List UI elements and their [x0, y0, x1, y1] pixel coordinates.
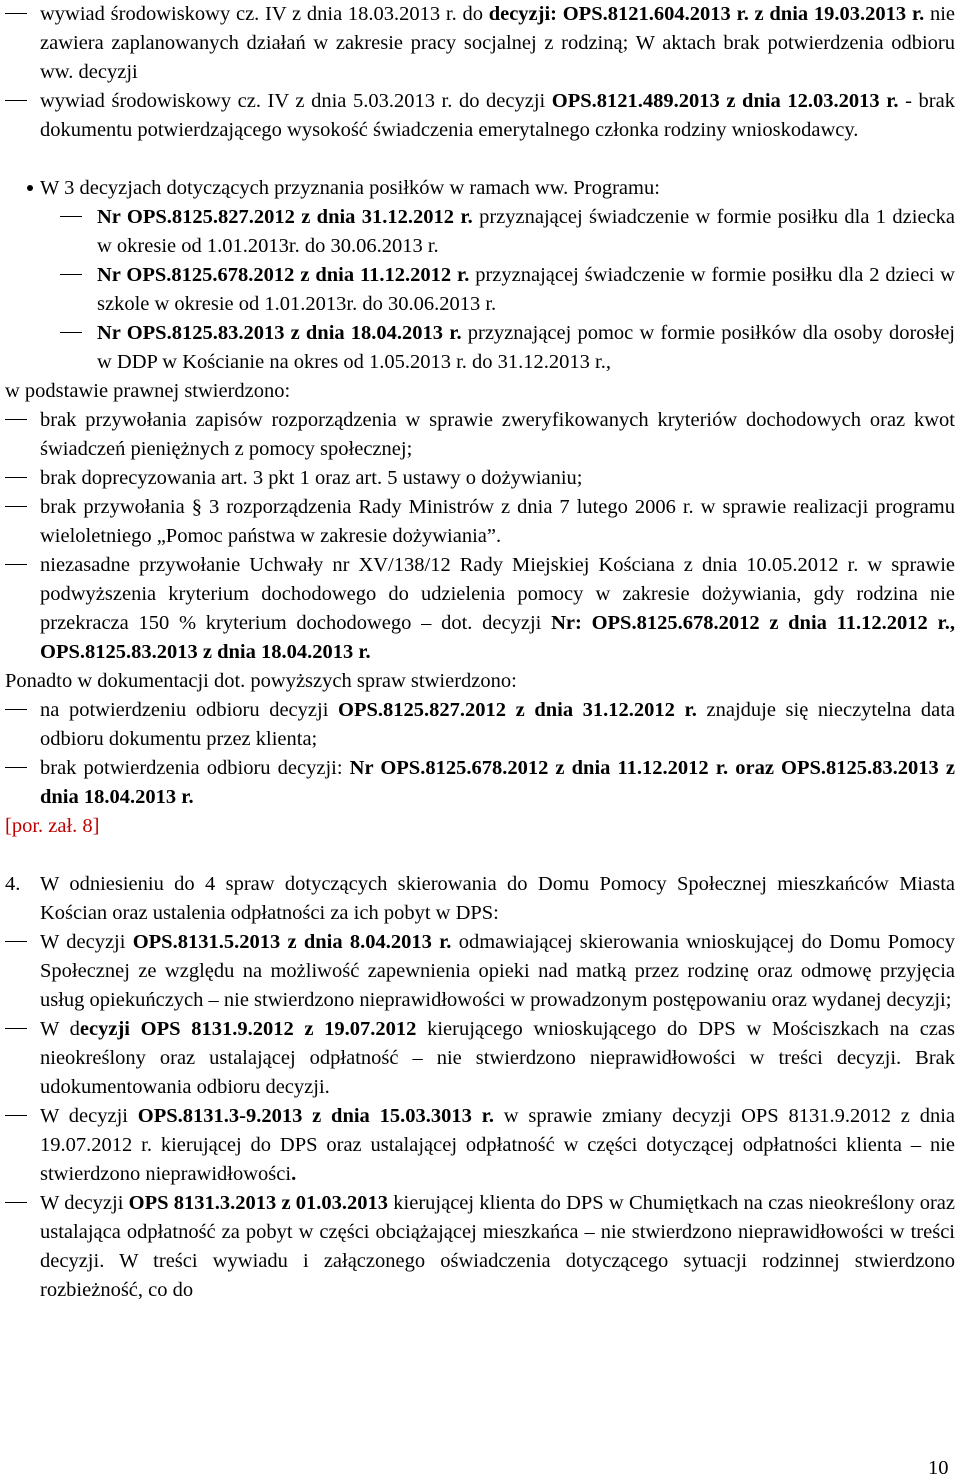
dash-list-item — [5, 406, 955, 464]
text-segment: W decyzji — [40, 931, 133, 953]
dash-marker — [5, 754, 35, 783]
bold-reference-text: ecyzji OPS 8131.9.2012 z 19.07.2012 — [79, 1018, 417, 1040]
dash-marker — [5, 1015, 35, 1044]
dash-marker — [5, 0, 35, 29]
dash-list-item — [5, 696, 955, 754]
text-segment: wywiad środowiskowy cz. IV z dnia 18.03.2013 r. do — [40, 3, 489, 25]
paragraph-gap — [5, 145, 955, 174]
dash-marker — [5, 464, 35, 493]
bold-reference-text: OPS.8125.827.2012 z dnia 31.12.2012 r. — [338, 699, 697, 721]
dash-list-item — [5, 319, 955, 377]
dash-marker — [5, 1102, 35, 1131]
bold-reference-text: Nr: OPS.8125.678.2012 z dnia 11.12.2012 r., OPS.8125.83.2013 z dnia 18.04.2013 r. — [40, 612, 955, 663]
text-segment: kierującego wnioskującego do DPS w Mościszkach na czas nieokreślony oraz ustalającej odpłatność – nie stwierdzono nieprawidłowości w treści decyzji. Brak udokumentowania odbioru decyzji. — [40, 1018, 955, 1098]
text-segment: brak potwierdzenia odbioru decyzji: — [40, 757, 350, 779]
text-segment: niezasadne przywołanie Uchwały nr XV/138/12 Rady Miejskiej Kościana z dnia 10.05.2012 r. w sprawie podwyższenia kryterium dochodowego do udzielenia pomocy w zakresie dożywiania, gdy rodzina nie przekracza 150 % kryterium dochodowego – dot. decyzji — [40, 554, 955, 634]
text-segment: kierującej klienta do DPS w Chumiętkach na czas nieokreślony oraz ustalająca odpłatność za pobyt w części obciążającej mieszkańca – nie stwierdzono nieprawidłowości w treści decyzji. W treści wywiadu i załączonego oświadczenia dotyczącego sytuacji rodzinnej stwierdzono rozbieżność, co do — [40, 1192, 955, 1301]
reference-note — [5, 812, 955, 841]
text-segment: nie zawiera zaplanowanych działań w zakresie pracy socjalnej z rodziną; W aktach brak potwierdzenia odbioru ww. decyzji — [40, 3, 956, 83]
paragraph — [5, 377, 955, 406]
bullet-item — [5, 174, 955, 203]
item-number: 4. — [5, 873, 21, 895]
text-segment: przyznającej pomoc w formie posiłków dla osoby dorosłej w DDP w Kościanie na okres od 1.05.2013 r. do 31.12.2013 r., — [97, 322, 955, 373]
text-segment: brak doprecyzowania art. 3 pkt 1 oraz art. 5 ustawy o dożywianiu; — [40, 467, 583, 489]
dash-list-item — [5, 203, 955, 261]
dash-marker — [5, 696, 35, 725]
bold-reference-text: decyzji: OPS.8121.604.2013 r. z dnia 19.03.2013 r. — [488, 3, 925, 25]
bullet-marker — [27, 174, 57, 203]
dash-list-item — [5, 1015, 955, 1102]
dash-list-item — [5, 754, 955, 812]
dash-list-item — [5, 261, 955, 319]
dash-list-item — [5, 0, 955, 87]
dash-list-item — [5, 87, 955, 145]
dash-marker — [5, 1189, 35, 1218]
bold-reference-text: OPS.8131.3-9.2013 z dnia 15.03.3013 r. — [137, 1105, 494, 1127]
text-segment: przyznającej świadczenie w formie posiłku dla 1 dziecka w okresie od 1.01.2013r. do 30.06.2013 r. — [97, 206, 955, 257]
bold-reference-text: Nr OPS.8125.678.2012 z dnia 11.12.2012 r. oraz OPS.8125.83.2013 z dnia 18.04.2013 r. — [40, 757, 955, 808]
page-number: 10 — [928, 1457, 949, 1479]
paragraph — [5, 667, 955, 696]
dash-marker — [60, 261, 90, 290]
text-segment: na potwierdzeniu odbioru decyzji — [40, 699, 339, 721]
bold-reference-text: Nr OPS.8125.678.2012 z dnia 11.12.2012 r. — [97, 264, 470, 286]
dash-marker — [60, 319, 90, 348]
dash-list-item — [5, 1189, 955, 1305]
dash-marker — [5, 493, 35, 522]
dash-list-item — [5, 493, 955, 551]
text-segment: Ponadto w dokumentacji dot. powyższych spraw stwierdzono: — [5, 670, 517, 692]
bold-reference-text: Nr OPS.8125.827.2012 z dnia 31.12.2012 r. — [97, 206, 473, 228]
dash-marker — [5, 406, 35, 435]
dash-marker — [5, 87, 35, 116]
paragraph-gap — [5, 841, 955, 870]
text-segment: odmawiającej skierowania wnioskującej do Domu Pomocy Społecznej ze względu na możliwość zapewnienia opieki nad matką przez rodzinę oraz odmowę przyjęcia usług opiekuńczych – nie stwierdzono nieprawidłowości w prowadzonym postępowaniu oraz wydanej decyzji; — [40, 931, 955, 1011]
numbered-item — [5, 870, 955, 928]
dash-marker — [60, 203, 90, 232]
text-segment: W odniesieniu do 4 spraw dotyczących skierowania do Domu Pomocy Społecznej mieszkańców Miasta Kościan oraz ustalenia odpłatności za ich pobyt w DPS: — [40, 873, 955, 924]
text-segment: brak przywołania zapisów rozporządzenia w sprawie zweryfikowanych kryteriów dochodowych oraz kwot świadczeń pieniężnych z pomocy społecznej; — [40, 409, 955, 460]
dash-list-item — [5, 1102, 955, 1189]
bold-reference-text: Nr OPS.8125.83.2013 z dnia 18.04.2013 r. — [97, 322, 462, 344]
text-segment: w podstawie prawnej stwierdzono: — [5, 380, 291, 402]
text-segment: wywiad środowiskowy cz. IV z dnia 5.03.2013 r. do decyzji — [40, 90, 552, 112]
dash-marker — [5, 928, 35, 957]
bold-reference-text: . — [291, 1163, 297, 1185]
text-segment: - brak dokumentu potwierdzającego wysokość świadczenia emerytalnego członka rodziny wnioskodawcy. — [40, 90, 955, 141]
text-segment: brak przywołania § 3 rozporządzenia Rady Ministrów z dnia 7 lutego 2006 r. w sprawie realizacji programu wieloletniego „Pomoc państwa w zakresie dożywiania”. — [40, 496, 955, 547]
document-body — [5, 0, 955, 1305]
dash-list-item — [5, 464, 955, 493]
text-segment: W decyzji — [40, 1105, 138, 1127]
bold-reference-text: OPS.8131.5.2013 z dnia 8.04.2013 r. — [132, 931, 452, 953]
text-segment: przyznającej świadczenie w formie posiłku dla 2 dzieci w szkole w okresie od 1.01.2013r. do 30.06.2013 r. — [97, 264, 955, 315]
bold-reference-text: OPS 8131.3.2013 z 01.03.2013 — [128, 1192, 389, 1214]
text-segment: W 3 decyzjach dotyczących przyznania posiłków w ramach ww. Programu: — [40, 177, 660, 199]
text-segment: W decyzji — [40, 1192, 129, 1214]
bold-reference-text: OPS.8121.489.2013 z dnia 12.03.2013 r. — [551, 90, 899, 112]
text-segment: [por. zał. 8] — [5, 815, 100, 837]
text-segment: w sprawie zmiany decyzji OPS 8131.9.2012 z dnia 19.07.2012 r. kierującej do DPS oraz ustalającej odpłatność w części dotyczącej odpłatności klienta – nie stwierdzono nieprawidłowości — [40, 1105, 955, 1185]
dash-list-item — [5, 551, 955, 667]
text-segment: znajduje się nieczytelna data odbioru dokumentu przez klienta; — [40, 699, 956, 750]
dash-marker — [5, 551, 35, 580]
text-segment: W d — [40, 1018, 80, 1040]
dash-list-item — [5, 928, 955, 1015]
